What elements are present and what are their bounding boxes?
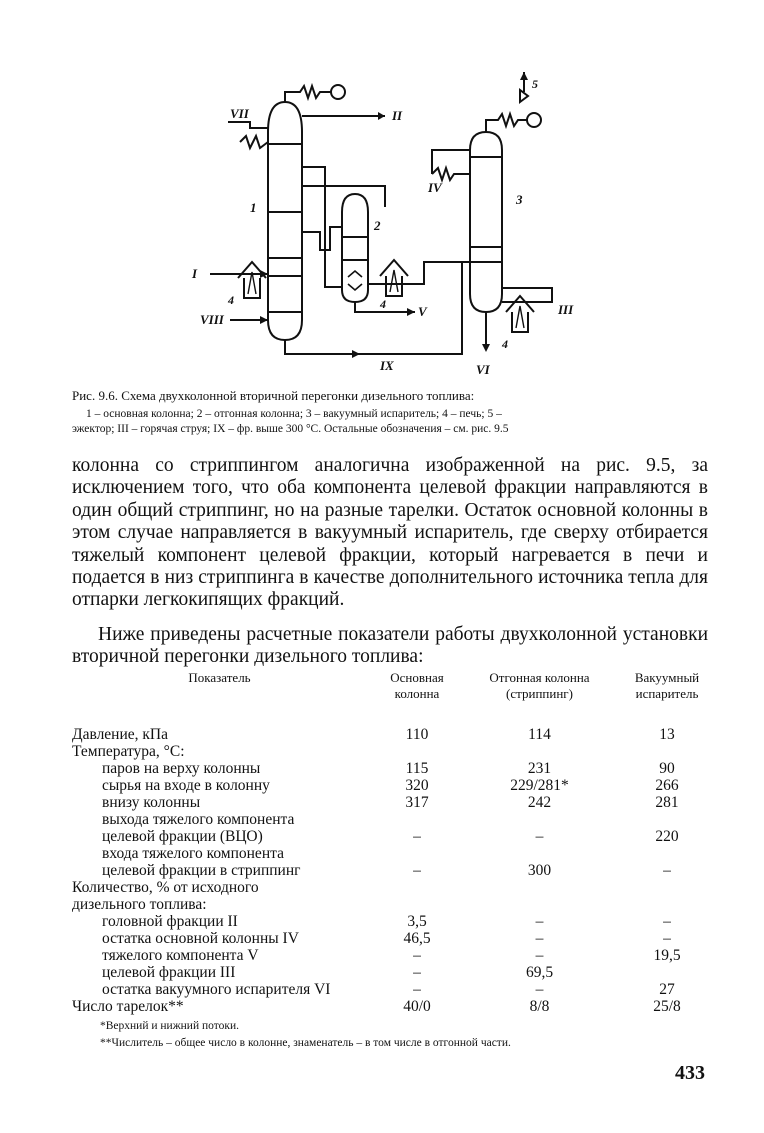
row-value: –: [413, 964, 421, 981]
row-value: 69,5: [525, 964, 554, 981]
row-value: 300: [527, 862, 552, 879]
table-row: [72, 981, 722, 998]
row-value: –: [663, 913, 671, 930]
label-V: V: [418, 304, 427, 319]
footnote-2: **Числитель – общее число в колонне, знаменатель – в том числе в отгонной части.: [100, 1037, 511, 1049]
row-value: 229/281*: [510, 777, 569, 794]
row-value: –: [413, 981, 421, 998]
row-label: внизу колонны: [102, 794, 201, 811]
row-value: [367, 896, 467, 913]
row-label: целевой фракции III: [102, 964, 236, 981]
row-label: паров на верху колонны: [102, 760, 261, 777]
row-value: 242: [527, 794, 552, 811]
row-value: 320: [405, 777, 429, 794]
label-2: 2: [374, 218, 381, 233]
table-row: [72, 998, 722, 1015]
label-4c: 4: [502, 337, 508, 351]
furnace-4b-icon: [380, 260, 408, 296]
row-label: Число тарелок**: [72, 998, 184, 1015]
row-value: 25/8: [653, 998, 681, 1015]
row-value: –: [535, 981, 544, 998]
row-label: Количество, % от исходного: [72, 879, 259, 896]
row-label: сырья на входе в колонну: [102, 777, 270, 794]
label-IV: IV: [428, 180, 442, 195]
row-value: 266: [655, 777, 679, 794]
label-4b: 4: [380, 297, 386, 311]
row-value: –: [413, 947, 421, 964]
row-label: выхода тяжелого компонента: [102, 811, 295, 828]
row-value: 220: [655, 828, 679, 845]
row-value: –: [535, 828, 544, 845]
row-label: входа тяжелого компонента: [102, 845, 284, 862]
vacuum-evaporator-3: [470, 132, 502, 312]
row-value: 3,5: [407, 913, 427, 930]
row-value: –: [413, 862, 421, 879]
row-value: 317: [405, 794, 429, 811]
row-label: Давление, кПа: [72, 726, 169, 743]
table-row: [72, 896, 722, 913]
label-5: 5: [532, 77, 538, 91]
table-row: [72, 930, 722, 947]
label-1: 1: [250, 200, 257, 215]
row-value: 8/8: [529, 998, 550, 1015]
row-value: 46,5: [403, 930, 431, 947]
table-header: Вакуумный испаритель: [634, 670, 700, 701]
furnace-4a-icon: [238, 262, 266, 298]
caption-legend-line-1: 1 – основная колонна; 2 – отгонная колонна; 3 – вакуумный испаритель; 4 – печь; 5 –: [86, 408, 502, 420]
row-value: 281: [655, 794, 679, 811]
row-value: –: [663, 862, 671, 879]
parameters-table: [72, 670, 722, 1015]
row-label: тяжелого компонента V: [102, 947, 259, 964]
row-value: –: [535, 930, 544, 947]
row-value: [467, 896, 612, 913]
row-label: остатка основной колонны IV: [102, 930, 299, 947]
label-IX: IX: [380, 358, 394, 373]
condenser-col3-icon: [527, 113, 541, 127]
row-value: –: [413, 828, 421, 845]
label-3: 3: [516, 192, 523, 207]
row-value: 231: [527, 760, 552, 777]
row-value: –: [663, 930, 671, 947]
row-value: –: [535, 913, 544, 930]
figure-caption-legend: [72, 407, 722, 437]
table-row: [72, 862, 722, 879]
table-row: [72, 947, 722, 964]
row-value: [367, 879, 467, 896]
row-value: 115: [405, 760, 429, 777]
transfer-lines: [302, 167, 385, 287]
table-row: [72, 828, 722, 845]
row-value: [467, 879, 612, 896]
row-label: остатка вакуумного испарителя VI: [102, 981, 331, 998]
figure-caption-title: Рис. 9.6. Схема двухколонной вторичной перегонки дизельного топлива:: [72, 388, 475, 403]
row-value: 90: [659, 760, 675, 777]
page-number: 433: [675, 1062, 705, 1084]
reflux-VII: [228, 122, 268, 148]
bottoms-IX-line: [285, 262, 470, 354]
row-value: [367, 811, 467, 828]
row-value: [612, 964, 722, 981]
row-value: 27: [659, 981, 675, 998]
row-label: целевой фракции (ВЦО): [102, 828, 263, 845]
condenser-col1-icon: [331, 85, 345, 99]
overhead-col3: [486, 114, 528, 132]
label-I: I: [192, 266, 198, 281]
row-value: 19,5: [653, 947, 681, 964]
table-header: Основная колонна: [390, 670, 444, 701]
row-value: [467, 811, 612, 828]
row-value: 110: [405, 726, 429, 743]
table-header: Отгонная колонна (стриппинг): [489, 670, 590, 701]
reflux-line-col1: [285, 86, 332, 102]
label-VI: VI: [476, 362, 490, 377]
label-III: III: [558, 302, 574, 317]
label-4a: 4: [228, 293, 234, 307]
row-value: –: [535, 947, 544, 964]
row-value: [367, 845, 467, 862]
table-row: [72, 726, 722, 743]
row-value: [612, 896, 722, 913]
body-paragraph-2: Ниже приведены расчетные показатели работы двухколонной установки вторичной перегонки дизельного топлива:: [72, 624, 708, 668]
row-value: 114: [528, 726, 551, 743]
table-header: Показатель: [188, 670, 251, 685]
row-label: Температура, °С:: [72, 743, 185, 760]
row-value: [467, 743, 612, 760]
table-row: [72, 760, 722, 777]
row-label: дизельного топлива:: [72, 896, 207, 913]
row-value: 13: [659, 726, 675, 743]
table-body: [72, 726, 722, 1015]
caption-legend-line-2: эжектор; III – горячая струя; IX – фр. выше 300 °С. Остальные обозначения – см. рис. 9.5: [72, 423, 509, 435]
table-row: [72, 964, 722, 981]
row-label: головной фракции II: [102, 913, 238, 930]
label-VII: VII: [230, 106, 249, 121]
row-value: [612, 743, 722, 760]
table-header-row: [72, 670, 722, 708]
table-row: [72, 811, 722, 828]
main-column-1: [268, 102, 302, 340]
hot-stream-III: [502, 288, 552, 302]
row-value: [612, 845, 722, 862]
body-paragraph-1: колонна со стриппингом аналогична изображенной на рис. 9.5, за исключением того, что оба компонента целевой фракции направляются в один общий стриппинг, но на разные тарелки. Остаток основной колонны в этом случае направляется в вакуумный испаритель, где сверху отбирается тяжелый компонент целевой фракции, который нагревается в печи и подается в низ стриппинга в качестве дополнительного источника тепла для отпарки легкокипящих фракций.: [72, 455, 708, 611]
process-flow-diagram: [180, 62, 600, 382]
label-VIII: VIII: [200, 312, 224, 327]
label-II: II: [392, 108, 403, 123]
row-value: [612, 811, 722, 828]
table-row: [72, 743, 722, 760]
stripping-column-2: [342, 194, 368, 302]
row-label: целевой фракции в стриппинг: [102, 862, 301, 879]
row-value: [467, 845, 612, 862]
table-row: [72, 845, 722, 862]
row-value: 40/0: [403, 998, 431, 1015]
footnote-1: *Верхний и нижний потоки.: [100, 1020, 239, 1032]
row-value: [367, 743, 467, 760]
feed-IV-line: [432, 150, 470, 180]
table-row: [72, 879, 722, 896]
table-row: [72, 777, 722, 794]
table-row: [72, 794, 722, 811]
row-value: [612, 879, 722, 896]
table-row: [72, 913, 722, 930]
